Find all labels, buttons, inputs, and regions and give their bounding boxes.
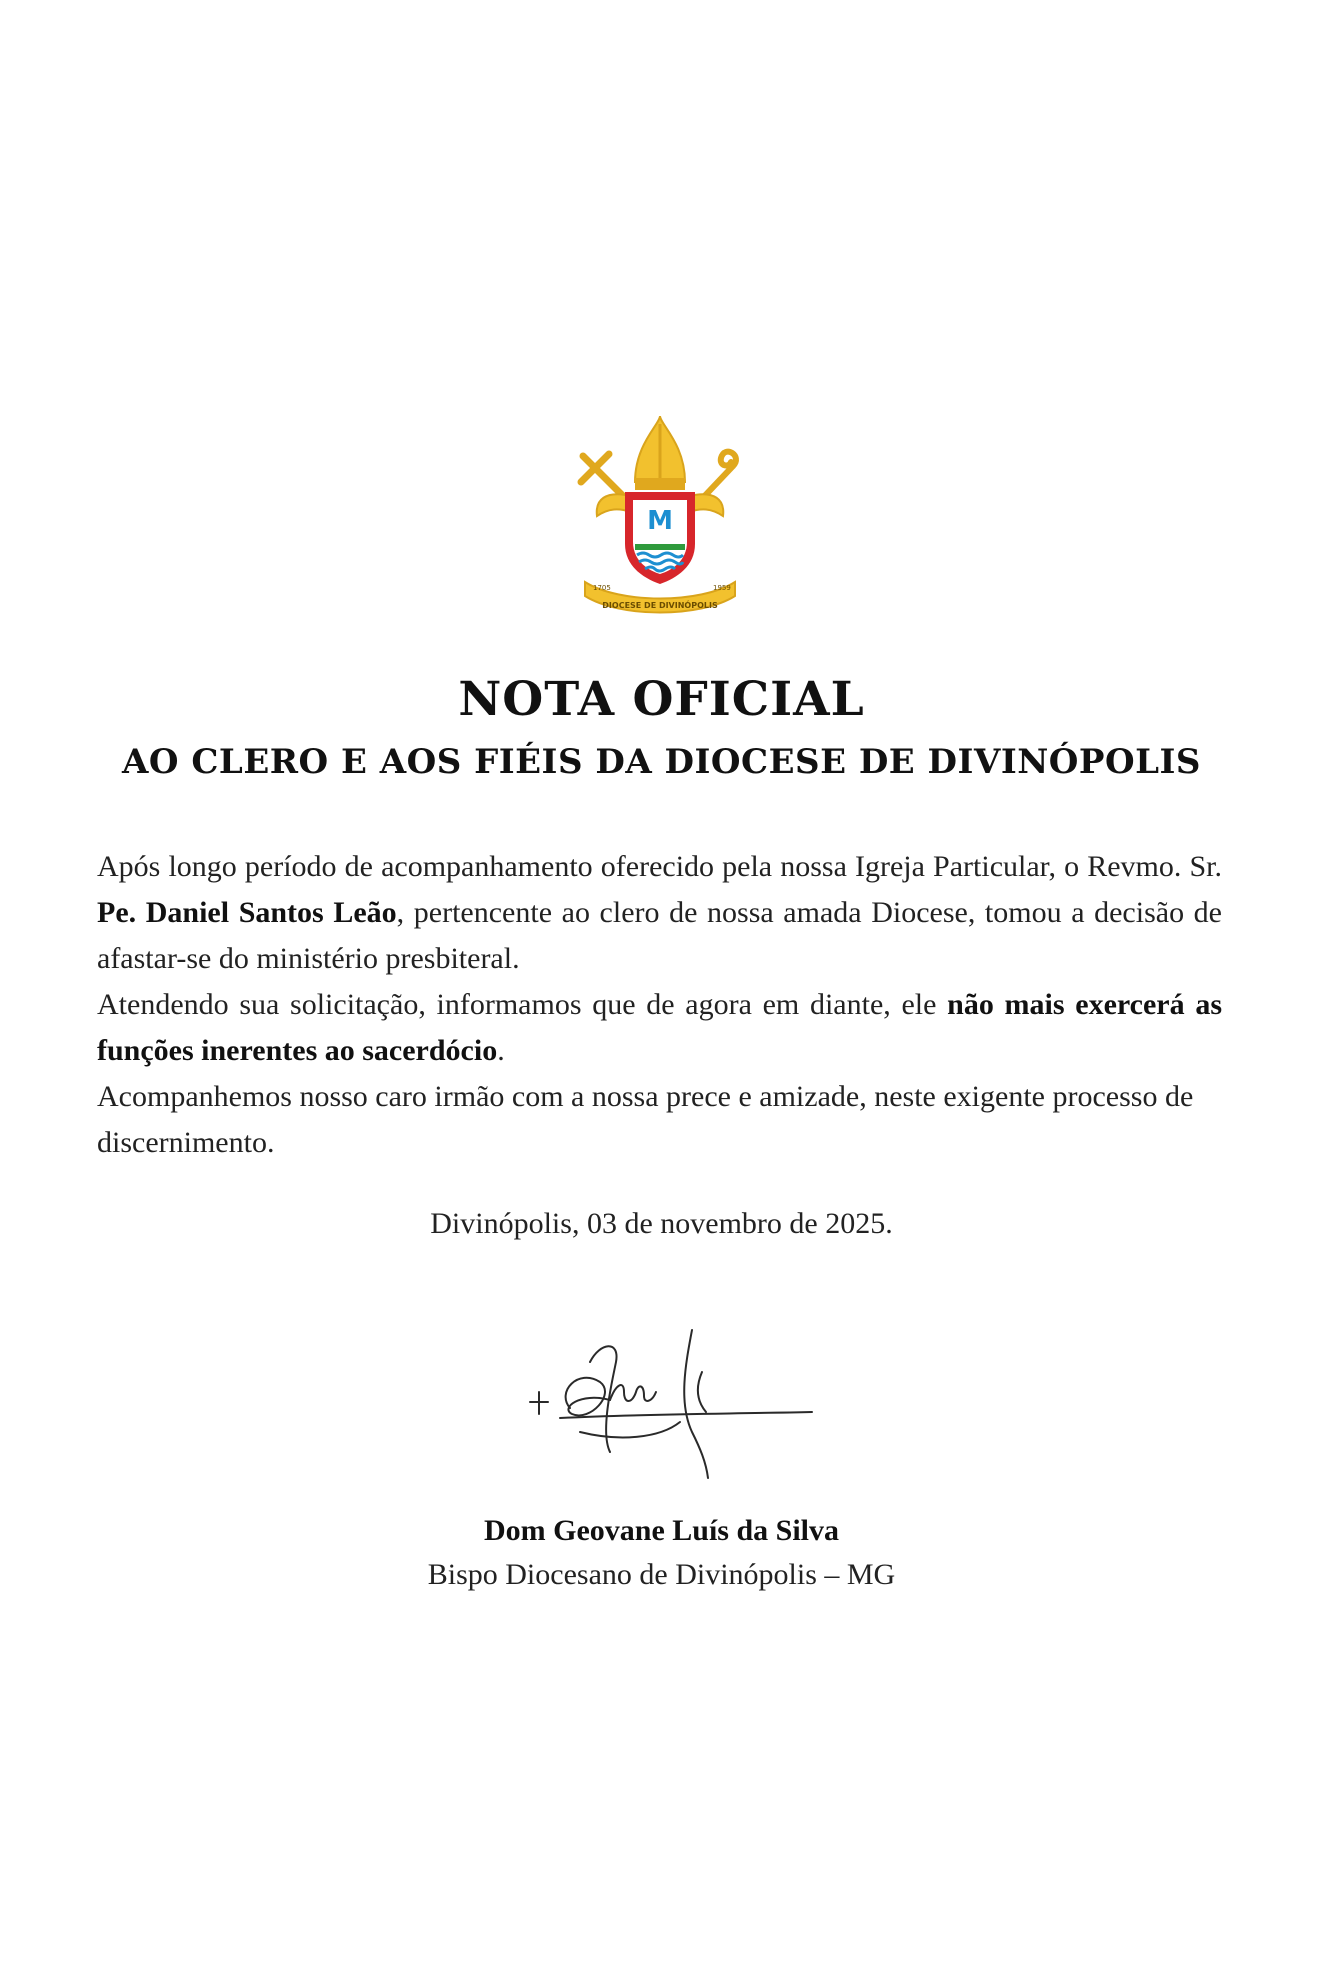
paragraph-2: Atendendo sua solicitação, informamos que de agora em diante, ele não mais exercerá as funções inerentes ao sacerdócio. xyxy=(97,988,1222,1067)
diocese-coat-of-arms-logo xyxy=(565,404,755,624)
priest-name: Pe. Daniel Santos Leão xyxy=(97,896,397,929)
signer-name: Dom Geovane Luís da Silva xyxy=(483,1514,840,1547)
handwritten-signature xyxy=(520,1322,820,1482)
decision-emphasis: não mais exercerá as funções inerentes ao sacerdócio xyxy=(97,988,1222,1067)
paragraph-1: Após longo período de acompanhamento oferecido pela nossa Igreja Particular, o Revmo. Sr. Pe. Daniel Santos Leão, pertencente ao clero de nossa amada Diocese, tomou a decisão de afastar-se do ministério presbiteral. xyxy=(97,850,1222,975)
crest-year-left: 1705 xyxy=(593,584,611,592)
shield-letter: M xyxy=(647,506,673,536)
note-body xyxy=(97,844,1222,1166)
page-title: NOTA OFICIAL xyxy=(458,672,865,727)
signer-role: Bispo Diocesano de Divinópolis – MG xyxy=(427,1558,896,1591)
page-subtitle: AO CLERO E AOS FIÉIS DA DIOCESE DE DIVINÓPOLIS xyxy=(122,742,1201,782)
crest-year-right: 1959 xyxy=(713,584,731,592)
crest-diocese-name: DIOCESE DE DIVINÓPOLIS xyxy=(602,601,718,610)
paragraph-3: Acompanhemos nosso caro irmão com a nossa prece e amizade, neste exigente processo de discernimento. xyxy=(97,1080,1194,1159)
document-date: Divinópolis, 03 de novembro de 2025. xyxy=(430,1207,893,1240)
